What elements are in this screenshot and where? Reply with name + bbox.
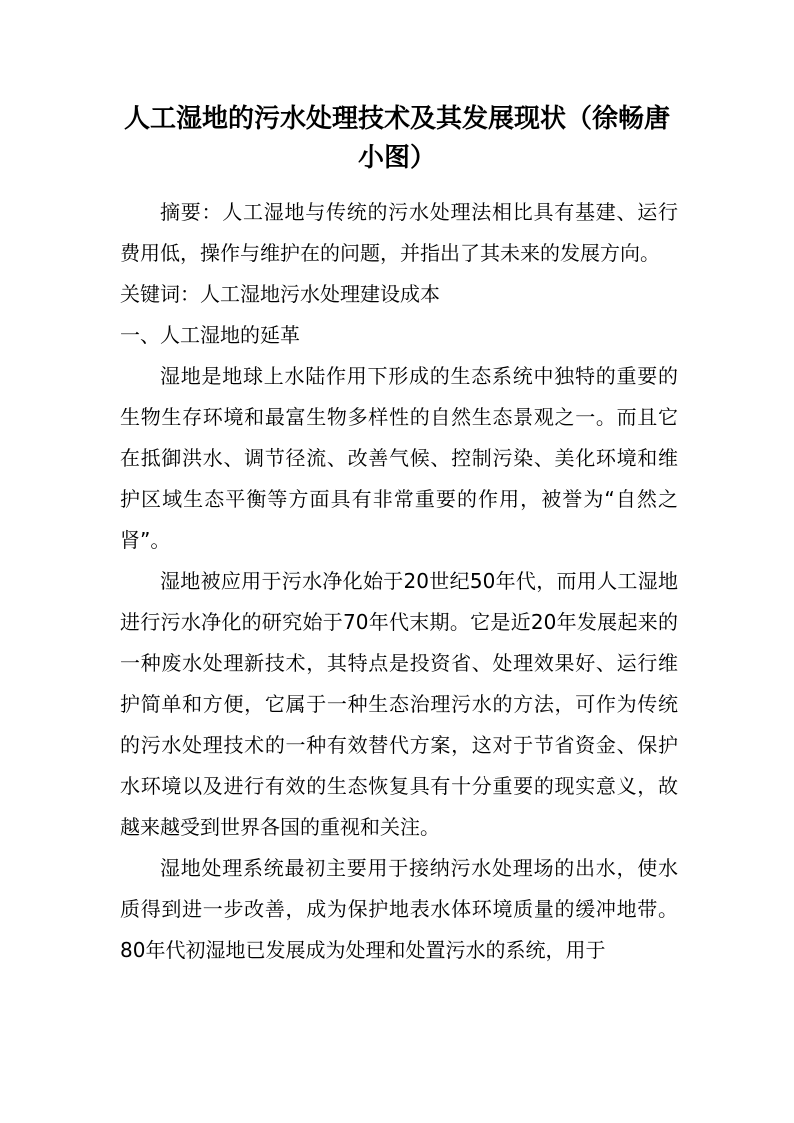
abstract-paragraph: 摘要：人工湿地与传统的污水处理法相比具有基建、运行费用低，操作与维护在的问题，并指出了其未来的发展方向。 [120,200,678,265]
body-paragraph: 湿地处理系统最初主要用于接纳污水处理场的出水，使水质得到进一步改善，成为保护地表水体环境质量的缓冲地带。80年代初湿地已发展成为处理和处置污水的系统，用于 [120,856,678,962]
body-paragraph: 湿地被应用于污水净化始于20世纪50年代，而用人工湿地进行污水净化的研究始于70年代末期。它是近20年发展起来的一种废水处理新技术，其特点是投资省、处理效果好、运行维护简单和方便，它属于一种生态治理污水的方法，可作为传统的污水处理技术的一种有效替代方案，这对于节省资金、保护水环境以及进行有效的生态恢复具有十分重要的现实意义，故越来越受到世界各国的重视和关注。 [120,569,678,839]
body-paragraph: 湿地是地球上水陆作用下形成的生态系统中独特的重要的生物生存环境和最富生物多样性的自然生态景观之一。而且它在抵御洪水、调节径流、改善气候、控制污染、美化环境和维护区域生态平衡等方面具有非常重要的作用，被誉为“自然之肾”。 [120,364,678,552]
document-body [120,192,678,971]
keywords-line: 关键词：人工湿地污水处理建设成本 [120,282,440,306]
section-heading: 一、人工湿地的延革 [120,323,300,347]
document-title: 人工湿地的污水处理技术及其发展现状（徐畅唐小图） [123,104,670,173]
